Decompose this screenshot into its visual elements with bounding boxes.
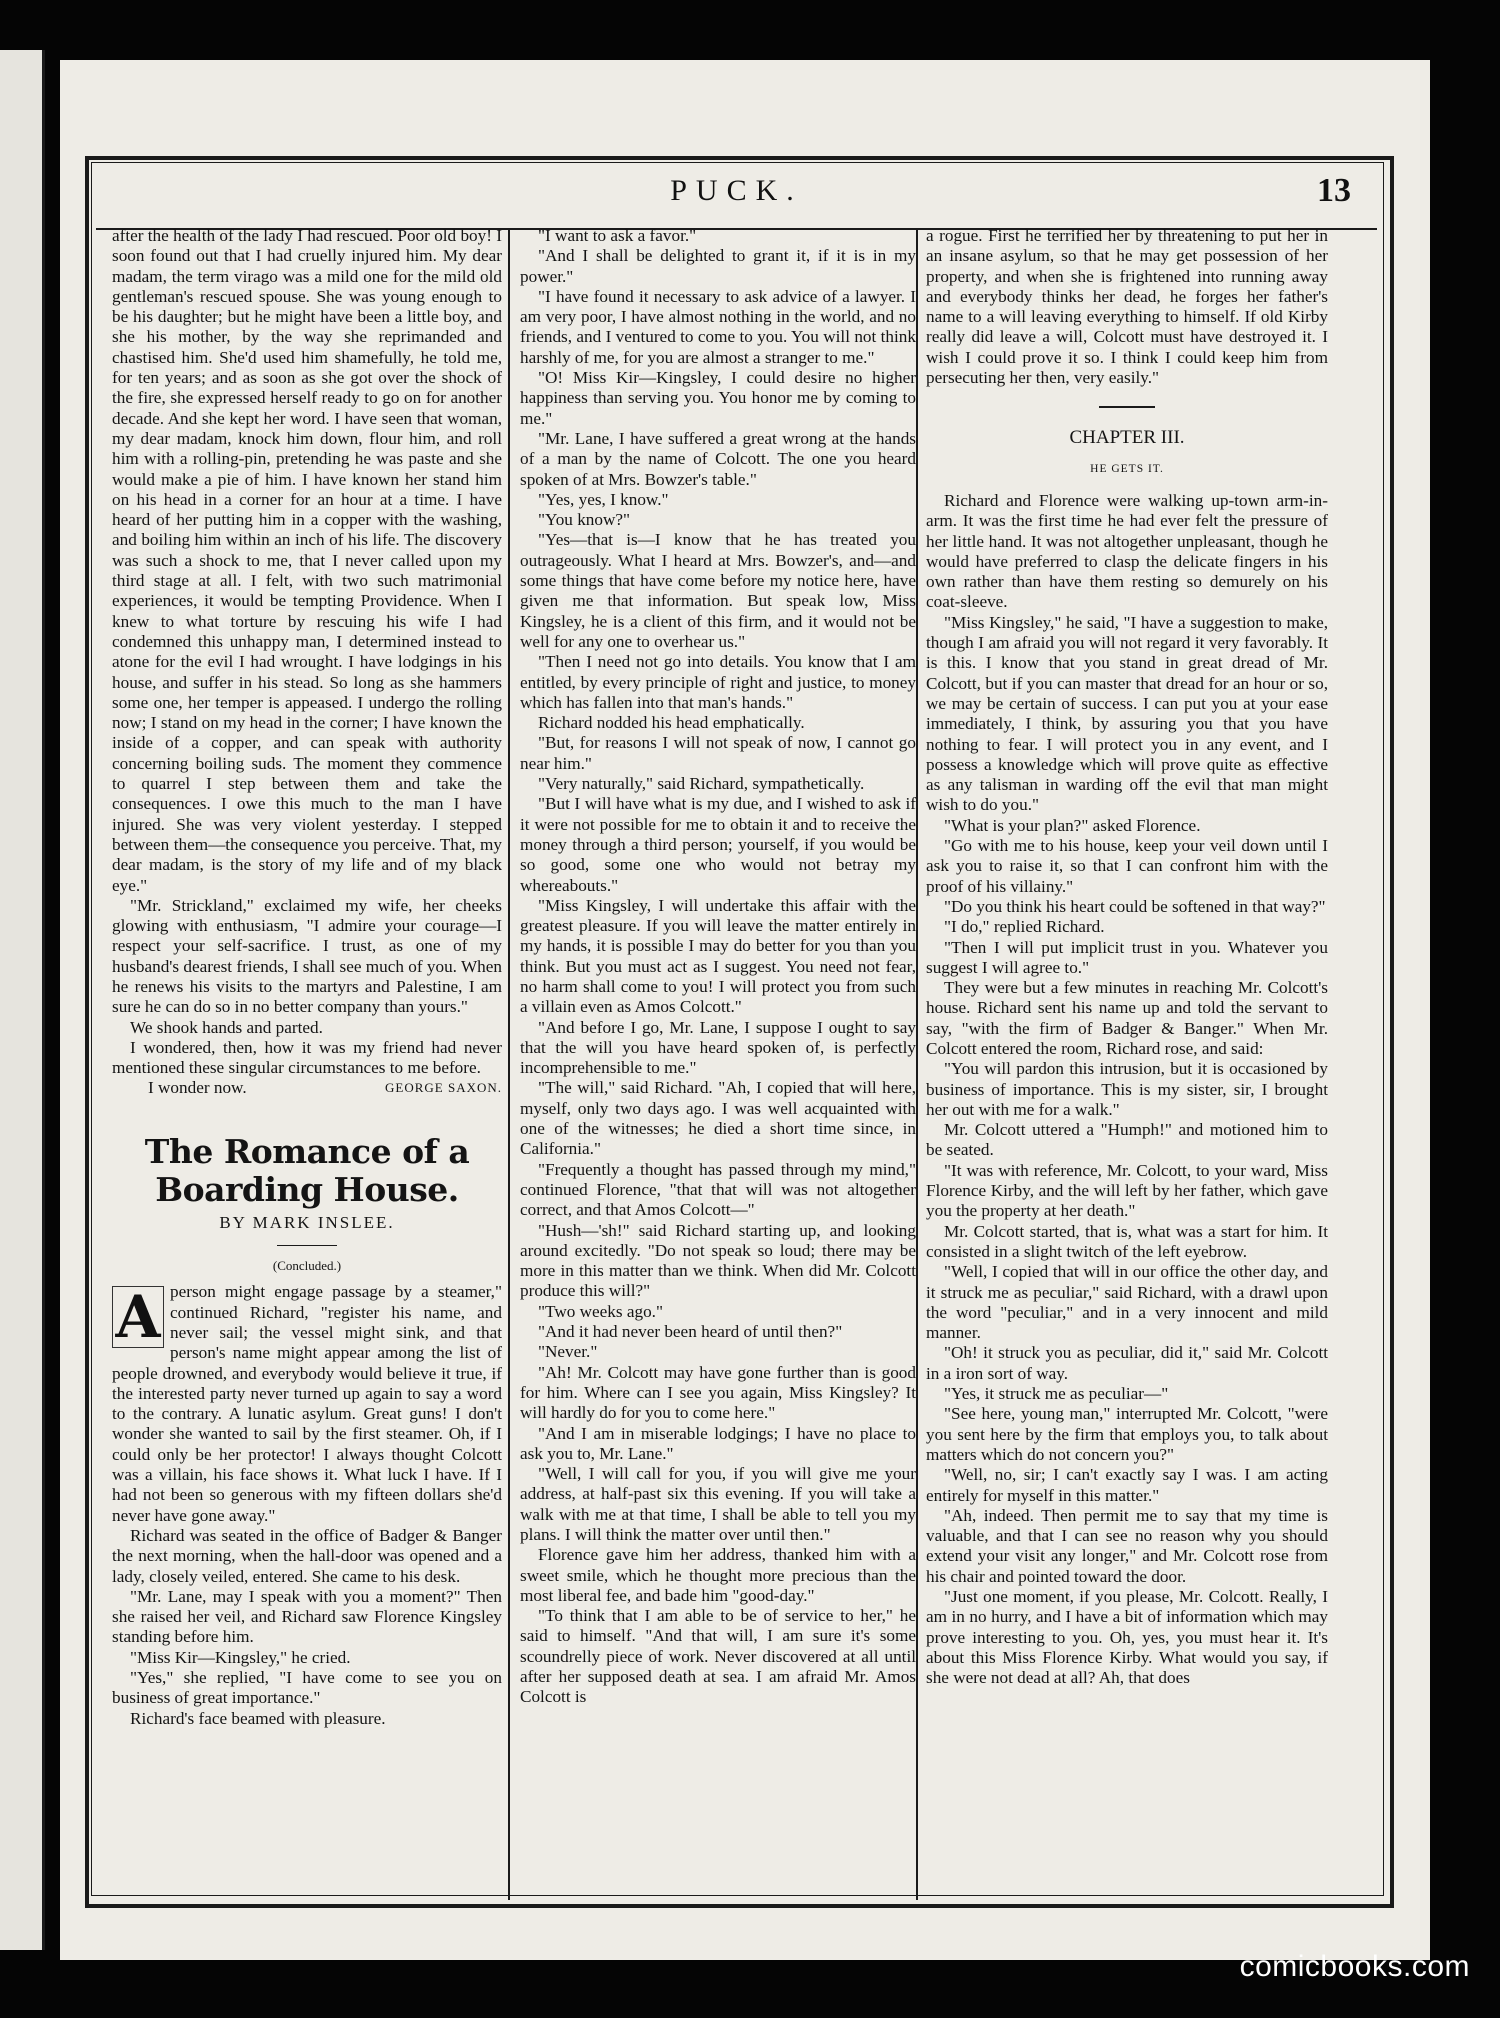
paragraph: "Yes, yes, I know."	[538, 489, 669, 509]
column-rule-2	[916, 228, 918, 1900]
paragraph: "And it had never been heard of until then?"	[538, 1322, 843, 1342]
chapter-heading: CHAPTER III.	[1069, 427, 1185, 449]
watermark: comicbooks.com	[1239, 1950, 1470, 1983]
paragraph: "Frequently a thought has passed through my mind," continued Florence, "that that will was not altogether correct, and that Amos Colcott—"	[520, 1159, 916, 1220]
paragraph: Florence gave him her address, thanked him with a sweet smile, which he thought more precious than the most liberal fee, and bade him "good-day."	[520, 1545, 916, 1605]
paragraph: "Mr. Lane, I have suffered a great wrong at the hands of a man by the name of Colcott. The one you heard spoken of at Mrs. Bowzer's table."	[520, 428, 916, 489]
divider	[277, 1245, 337, 1246]
paragraph: "Two weeks ago."	[538, 1301, 663, 1321]
closing-line	[112, 1078, 502, 1098]
closing-text: I wonder now.	[148, 1078, 247, 1098]
paragraph: Richard was seated in the office of Badger & Banger the next morning, when the hall-door was opened and a lady, closely veiled, entered. She came to his desk.	[112, 1525, 502, 1586]
paragraph: "Ah! Mr. Colcott may have gone further than is good for him. Where can I see you again, Miss Kingsley? It will hardly do for you to come here."	[520, 1362, 916, 1423]
paragraph: "And before I go, Mr. Lane, I suppose I ought to say that the will you have heard spoken of, is perfectly incomprehensible to me."	[520, 1017, 916, 1078]
adjacent-page-edge	[0, 50, 45, 1950]
paragraph: "Just one moment, if you please, Mr. Colcott. Really, I am in no hurry, and I have a bit of information which may prove interesting to you. Oh, yes, you must hear it. It's about this Miss Florence Kirby. What would you say, if she were not dead at all? Ah, that does	[926, 1587, 1328, 1688]
paragraph: Richard's face beamed with pleasure.	[130, 1708, 386, 1728]
paragraph: We shook hands and parted.	[130, 1017, 323, 1037]
drop-cap: A	[112, 1286, 164, 1348]
concluded-note: (Concluded.)	[272, 1258, 342, 1274]
paragraph: "What is your plan?" asked Florence.	[944, 815, 1201, 835]
story-author: BY MARK INSLEE.	[219, 1212, 395, 1232]
paragraph: Richard nodded his head emphatically.	[538, 713, 805, 733]
paragraph: "The will," said Richard. "Ah, I copied that will here, myself, only two days ago. I was well acquainted with one of the witnesses; he died a short time since, in California."	[520, 1078, 916, 1159]
newspaper-page	[60, 60, 1430, 1960]
paragraph: "But I will have what is my due, and I wished to ask if it were not possible for me to obtain it and to receive the money through a third person; yourself, if you would be so good, some one who would not betray my whereabouts."	[520, 794, 916, 895]
paragraph: "Yes," she replied, "I have come to see you on business of great importance."	[112, 1668, 502, 1708]
paragraph: Mr. Colcott uttered a "Humph!" and motioned him to be seated.	[926, 1120, 1328, 1160]
paragraph: "Go with me to his house, keep your veil down until I ask you to raise it, so that I can confront him with the proof of his villainy."	[926, 836, 1328, 896]
paragraph: "Never."	[538, 1342, 598, 1362]
paragraph: "And I am in miserable lodgings; I have no place to ask you to, Mr. Lane."	[520, 1423, 916, 1463]
paragraph: "Then I need not go into details. You know that I am entitled, by every principle of right and justice, to money which has fallen into that man's hands."	[520, 652, 916, 712]
paragraph: "Miss Kingsley, I will undertake this affair with the greatest pleasure. If you will leave the matter entirely in my hands, it is possible I may do better for you than you think. But you must act as I suggest. You need not fear, no harm shall come to you! I will protect you from such a villain even as Amos Colcott."	[520, 895, 916, 1017]
paragraph: "It was with reference, Mr. Colcott, to your ward, Miss Florence Kirby, and the will left by her father, which gave you the property at her death."	[926, 1160, 1328, 1221]
paragraph: "Then I will put implicit trust in you. Whatever you suggest I will agree to."	[926, 937, 1328, 977]
masthead-title: PUCK.	[670, 174, 803, 207]
paragraph: "Well, no, sir; I can't exactly say I was. I am acting entirely for myself in this matter."	[926, 1465, 1328, 1505]
paragraph: They were but a few minutes in reaching Mr. Colcott's house. Richard sent his name up and told the servant to say, "with the firm of Badger & Banger." When Mr. Colcott entered the room, Richard rose, and said:	[926, 978, 1328, 1058]
paragraph: "O! Miss Kir—Kingsley, I could desire no higher happiness than serving you. You honor me by coming to me."	[520, 368, 916, 428]
paragraph: "Hush—'sh!" said Richard starting up, and looking around excitedly. "Do not speak so loud; there may be more in this matter than we think. When did Mr. Colcott produce this will?"	[520, 1220, 916, 1301]
paragraph: "And I shall be delighted to grant it, if it is in my power."	[520, 246, 916, 286]
paragraph: "To think that I am able to be of service to her," he said to himself. "And that will, I am sure it's some scoundrelly piece of work. Never discovered at all until after her supposed death at sea. I am afraid Mr. Amos Colcott is	[520, 1606, 916, 1707]
masthead	[96, 168, 1377, 230]
column-1	[112, 226, 502, 1729]
story-opening-text: person might engage passage by a steamer," continued Richard, "register his name, and never sail; the vessel might sink, and that person's name might appear among the list of people drowned, and everybody would believe it true, if the interested party never turned up again to say a word to the contrary. A lunatic asylum. Great guns! I don't wonder she wanted to sail by the first steamer. Oh, if I could only be her protector! I always thought Colcott was a villain, his face shows it. What luck I have. If I had not been so generous with my fifteen dollars she'd never have gone away."	[112, 1282, 502, 1525]
column-3	[926, 226, 1328, 1688]
paragraph: a rogue. First he terrified her by threatening to put her in an insane asylum, so that he may get possession of her property, and when she is frightened into running away and everybody thinks her dead, he forges her father's name to a will leaving everything to himself. If old Kirby really did leave a will, Colcott must have destroyed it. I wish I could prove it so. I think I could keep him from persecuting her then, very easily."	[926, 226, 1328, 388]
page-number: 13	[1317, 172, 1351, 209]
paragraph: "Mr. Lane, may I speak with you a moment?" Then she raised her veil, and Richard saw Florence Kingsley standing before him.	[112, 1586, 502, 1647]
paragraph: "Yes—that is—I know that he has treated you outrageously. What I heard at Mrs. Bowzer's, and—and some things that have come before my notice here, have given me that information. But speak low, Miss Kingsley, he is a client of this firm, and it would not be well for any one to overhear us."	[520, 530, 916, 651]
paragraph: "I want to ask a favor."	[538, 226, 697, 245]
column-rule-1	[508, 228, 510, 1900]
paragraph: I wondered, then, how it was my friend had never mentioned these singular circumstances to me before.	[112, 1037, 502, 1078]
paragraph: "You will pardon this intrusion, but it is occasioned by business of importance. This is my sister, sir, I brought her out with me for a walk."	[926, 1059, 1328, 1119]
paragraph: "See here, young man," interrupted Mr. Colcott, "were you sent here by the firm that employs you, to talk about matters which do not concern you?"	[926, 1404, 1328, 1464]
paragraph: after the health of the lady I had rescued. Poor old boy! I soon found out that I had cruelly injured him. My dear madam, the term virago was a mild one for the mild old gentleman's rescued spouse. She was young enough to be his daughter; but he might have been a little boy, and she his mother, by the way she reprimanded and chastised him. She'd used him shamefully, he told me, for ten years; and as soon as she got over the shock of the fire, she expressed herself ready to go on for another decade. And she kept her word. I have seen that woman, my dear madam, knock him down, flour him, and roll him with a rolling-pin, pretending he was paste and she would make a pie of him. I have known her stand him on his head in a corner for an hour at a time. I have heard of her putting him in a copper with the washing, and boiling him within an inch of his life. The discovery was such a shock to me, that I never called upon my third stage at all. I felt, with two such matrimonial experiences, it would be tempting Providence. When I knew to what torture by rescuing his wife I had condemned this unhappy man, I determined instead to atone for the evil I had wrought. I have lodgings in his house, and suffer in his stead. So long as she hammers some one, her temper is appeased. I undergo the rolling now; I stand on my head in the corner; I have known the inside of a copper, and can speak with authority concerning boiling suds. The moment they commence to quarrel I step between them and take the consequences. I owe this much to the man I have injured. She was very violent yesterday. I stepped between them—the consequence you perceive. That, my dear madam, is the story of my life and of my black eye."	[112, 226, 502, 895]
paragraph: "Well, I copied that will in our office the other day, and it struck me as peculiar," said Richard, with a drawl upon the word "peculiar," and in a very innocent and mild manner.	[926, 1262, 1328, 1343]
divider	[1099, 406, 1155, 408]
paragraph: "But, for reasons I will not speak of now, I cannot go near him."	[520, 733, 916, 773]
story-opening-paragraph	[112, 1282, 502, 1526]
paragraph: "Do you think his heart could be softened in that way?"	[944, 896, 1326, 916]
signature: GEORGE SAXON.	[385, 1080, 502, 1096]
paragraph: "Miss Kir—Kingsley," he cried.	[130, 1647, 351, 1667]
column-2	[520, 226, 916, 1708]
paragraph: "Miss Kingsley," he said, "I have a suggestion to make, though I am afraid you will not regard it very favorably. It is this. I know that you stand in great dread of Mr. Colcott, but if you can master that dread for an hour or so, we may be certain of success. I can put you at your ease immediately, I think, by assuring you that you have nothing to fear. I will protect you in any event, and I possess a knowledge which will prove quite as effective as any talisman in warding off the evil that man might wish to do you."	[926, 612, 1328, 815]
paragraph: "I have found it necessary to ask advice of a lawyer. I am very poor, I have almost nothing in the world, and no friends, and I ventured to come to you. You will not think harshly of me, for you are almost a stranger to me."	[520, 286, 916, 367]
chapter-subtitle: HE GETS IT.	[1090, 462, 1164, 475]
paragraph: "I do," replied Richard.	[944, 917, 1105, 937]
story-title: The Romance of a Boarding House.	[144, 1131, 470, 1209]
paragraph: "Mr. Strickland," exclaimed my wife, her cheeks glowing with enthusiasm, "I admire your courage—I respect your self-sacrifice. I trust, as one of my husband's dearest friends, I shall see much of you. When he renews his visits to the martyrs and Palestine, I am sure he can do so in no better company than yours."	[112, 895, 502, 1017]
paragraph: Mr. Colcott started, that is, what was a start for him. It consisted in a slight twitch of the left eyebrow.	[926, 1221, 1328, 1261]
paragraph: "Ah, indeed. Then permit me to say that my time is valuable, and that I can see no reason why you should extend your visit any longer," and Mr. Colcott rose from his chair and pointed toward the door.	[926, 1505, 1328, 1586]
paragraph: "Oh! it struck you as peculiar, did it," said Mr. Colcott in a iron sort of way.	[926, 1343, 1328, 1383]
paragraph: "Well, I will call for you, if you will give me your address, at half-past six this evening. If you will take a walk with me at that time, I shall be able to tell you my plans. I will think the matter over until then."	[520, 1464, 916, 1544]
paragraph: "Very naturally," said Richard, sympathetically.	[538, 774, 865, 794]
paragraph: "You know?"	[538, 510, 631, 530]
paragraph: Richard and Florence were walking up-town arm-in-arm. It was the first time he had ever felt the pressure of her little hand. It was not altogether unpleasant, though he would have preferred to clasp the delicate fingers in his own rather than have them resting so demurely on his coat-sleeve.	[926, 490, 1328, 612]
paragraph: "Yes, it struck me as peculiar—"	[944, 1384, 1169, 1404]
